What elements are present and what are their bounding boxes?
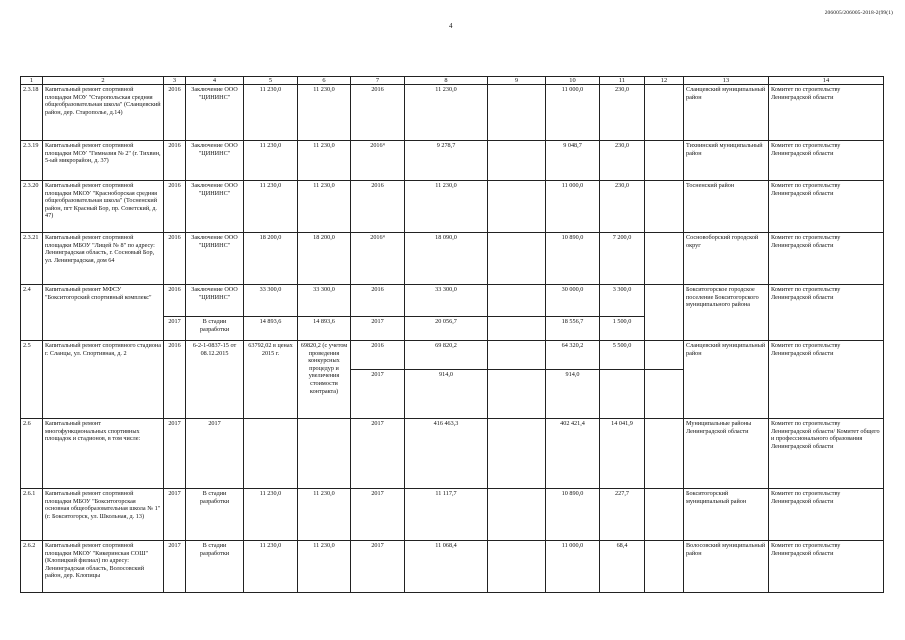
gov-cell: Комитет по строительству Ленинградской области — [769, 489, 884, 541]
finance-year-2016: 2016 — [371, 342, 384, 349]
cost-limit-cell: 69820,2 (с учетом проведения конкурсных процедур и увеличения стоимости контракта) — [298, 341, 351, 419]
year-cell: 2016 — [164, 233, 186, 285]
table-row — [21, 141, 884, 181]
regional-cell: 10 890,0 — [546, 233, 600, 285]
finance-year-cell: 2017 — [351, 317, 405, 341]
cost-limit-cell: 33 300,0 — [298, 285, 351, 317]
row-number: 2.6 — [21, 419, 43, 489]
federal-cell — [488, 419, 546, 489]
cost-total-cell: 11 230,0 — [244, 181, 298, 233]
row-number: 2.6.1 — [21, 489, 43, 541]
cost-total-cell: 11 230,0 — [244, 541, 298, 593]
finance-year-cell: 2016 — [351, 181, 405, 233]
other-cell — [645, 85, 684, 141]
object-name: Капитальный ремонт МФСУ "Бокситогорский спортивный комплекс" — [43, 285, 164, 341]
finance-total-cell: 33 300,0 — [405, 285, 488, 317]
finance-total-cell: 11 230,0 — [405, 181, 488, 233]
program-table — [20, 76, 884, 593]
finance-year-cell: 2017 — [351, 541, 405, 593]
municipal-cell: 227,7 — [600, 489, 645, 541]
customer-cell: Сланцевский муниципальный район — [684, 341, 769, 419]
other-cell — [645, 341, 684, 419]
federal-cell — [488, 181, 546, 233]
object-name: Капитальный ремонт спортивной площадки МБОУ "Лицей № 8" по адресу: Ленинградская область, г. Сосновый Бор, ул. Ленинградская, дом 64 — [43, 233, 164, 285]
municipal-cell: 230,0 — [600, 181, 645, 233]
customer-cell: Сосновоборский городской округ — [684, 233, 769, 285]
header-cell: 14 — [769, 77, 884, 85]
row-number: 2.3.18 — [21, 85, 43, 141]
year-cell: 2016 — [164, 285, 186, 317]
header-cell: 12 — [645, 77, 684, 85]
status-cell: В стадии разработки — [186, 541, 244, 593]
cost-limit-cell: 11 230,0 — [298, 141, 351, 181]
status-cell: Заключение ООО "ЦИНИНС" — [186, 285, 244, 317]
finance-total-cell: 11 068,4 — [405, 541, 488, 593]
object-name: Капитальный ремонт спортивной площадки МОУ "Старопольская средняя общеобразовательная школа" (Сланцевский район, дер. Старополье, д.14) — [43, 85, 164, 141]
customer-cell: Муниципальные районы Ленинградской области — [684, 419, 769, 489]
object-name: Капитальный ремонт спортивного стадиона г. Сланцы, ул. Спортивная, д. 2 — [43, 341, 164, 419]
finance-year-2017: 2017 — [351, 369, 404, 379]
finance-total-cell: 20 056,7 — [405, 317, 488, 341]
federal-cell — [488, 541, 546, 593]
document-code: 206005/206005-2018-2(99(1) — [824, 10, 893, 16]
cost-total-cell: 14 893,6 — [244, 317, 298, 341]
finance-year-cell: 2017 — [351, 419, 405, 489]
status-cell: Заключение ООО "ЦИНИНС" — [186, 85, 244, 141]
regional-cell: 11 000,0 — [546, 85, 600, 141]
finance-total-cell: 11 230,0 — [405, 85, 488, 141]
federal-2017 — [488, 369, 545, 379]
gov-cell: Комитет по строительству Ленинградской области — [769, 233, 884, 285]
customer-cell: Бокситогорское городское поселение Бокситогорского муниципального района — [684, 285, 769, 341]
header-cell: 10 — [546, 77, 600, 85]
row-number: 2.3.20 — [21, 181, 43, 233]
regional-cell: 30 000,0 — [546, 285, 600, 317]
municipal-cell: 3 300,0 — [600, 285, 645, 317]
status-cell: Заключение ООО "ЦИНИНС" — [186, 141, 244, 181]
federal-cell — [488, 489, 546, 541]
status-cell: Заключение ООО "ЦИНИНС" — [186, 181, 244, 233]
other-cell — [645, 141, 684, 181]
year-cell: 2016 — [164, 181, 186, 233]
table-row — [21, 181, 884, 233]
municipal-2016: 5 500,0 — [612, 342, 632, 349]
cost-total-cell: 63792,02 в ценах 2015 г. — [244, 341, 298, 419]
finance-year-cell: 2017 — [351, 489, 405, 541]
other-cell — [645, 541, 684, 593]
cost-limit-cell — [298, 419, 351, 489]
regional-2017: 914,0 — [546, 369, 599, 379]
table-row — [21, 541, 884, 593]
finance-year-cell: 2016⁴ — [351, 233, 405, 285]
other-2016 — [647, 342, 681, 368]
header-cell: 3 — [164, 77, 186, 85]
federal-2016 — [490, 342, 543, 368]
header-cell: 13 — [684, 77, 769, 85]
cost-limit-cell: 18 200,0 — [298, 233, 351, 285]
year-cell: 2017 — [164, 541, 186, 593]
table-row — [21, 233, 884, 285]
row-number: 2.3.19 — [21, 141, 43, 181]
municipal-cell: 230,0 — [600, 85, 645, 141]
finance-total-2016: 69 820,2 — [435, 342, 457, 349]
other-cell — [645, 419, 684, 489]
municipal-cell: 1 500,0 — [600, 317, 645, 341]
object-name: Капитальный ремонт спортивной площадки МБОУ "Бокситогорская основная общеобразовательная школа № 1" (г. Бокситогорск, ул. Школьная, д. 13) — [43, 489, 164, 541]
gov-cell: Комитет по строительству Ленинградской области/ Комитет общего и профессионального образования Ленинградской области — [769, 419, 884, 489]
header-cell: 9 — [488, 77, 546, 85]
status-cell: В стадии разработки — [186, 489, 244, 541]
gov-cell: Комитет по строительству Ленинградской области — [769, 181, 884, 233]
federal-cell — [488, 341, 546, 419]
other-2017 — [645, 369, 683, 379]
year-cell: 2017 — [164, 419, 186, 489]
status-cell: 2017 — [186, 419, 244, 489]
federal-cell — [488, 233, 546, 285]
finance-total-cell — [405, 341, 488, 419]
municipal-cell: 7 200,0 — [600, 233, 645, 285]
cost-total-cell: 33 300,0 — [244, 285, 298, 317]
table-row — [21, 85, 884, 141]
row-number: 2.4 — [21, 285, 43, 341]
status-cell: В стадии разработки — [186, 317, 244, 341]
year-cell: 2016 — [164, 341, 186, 419]
federal-cell — [488, 317, 546, 341]
regional-cell: 402 421,4 — [546, 419, 600, 489]
status-cell: 6-2-1-0837-15 от 08.12.2015 — [186, 341, 244, 419]
regional-cell: 10 890,0 — [546, 489, 600, 541]
table-row — [21, 419, 884, 489]
row-number: 2.6.2 — [21, 541, 43, 593]
gov-cell: Комитет по строительству Ленинградской области — [769, 85, 884, 141]
gov-cell: Комитет по строительству Ленинградской области — [769, 541, 884, 593]
federal-cell — [488, 85, 546, 141]
customer-cell: Тихвинский муниципальный район — [684, 141, 769, 181]
object-name: Капитальный ремонт спортивной площадки МКОУ "Кикеринская СОШ" (Клопицкий филиал) по адресу: Ленинградская область, Волосовский район, дер. Клопицы — [43, 541, 164, 593]
cost-limit-cell: 11 230,0 — [298, 541, 351, 593]
cost-limit-cell: 11 230,0 — [298, 181, 351, 233]
header-cell: 1 — [21, 77, 43, 85]
finance-total-cell: 416 463,3 — [405, 419, 488, 489]
other-cell — [645, 181, 684, 233]
finance-year-cell: 2016 — [351, 85, 405, 141]
gov-cell: Комитет по строительству Ленинградской области — [769, 285, 884, 341]
cost-total-cell: 11 230,0 — [244, 489, 298, 541]
page-number: 4 — [449, 22, 453, 30]
customer-cell: Тосненский район — [684, 181, 769, 233]
customer-cell: Волосовский муниципальный район — [684, 541, 769, 593]
regional-cell: 11 000,0 — [546, 181, 600, 233]
federal-cell — [488, 141, 546, 181]
year-cell: 2017 — [164, 489, 186, 541]
year-cell: 2016 — [164, 141, 186, 181]
municipal-2017 — [600, 369, 644, 379]
cost-total-cell: 11 230,0 — [244, 141, 298, 181]
other-cell — [645, 285, 684, 341]
finance-total-cell: 9 278,7 — [405, 141, 488, 181]
regional-cell: 11 000,0 — [546, 541, 600, 593]
customer-cell: Сланцевский муниципальный район — [684, 85, 769, 141]
gov-cell: Комитет по строительству Ленинградской области — [769, 141, 884, 181]
cost-limit-cell: 11 230,0 — [298, 489, 351, 541]
municipal-cell: 14 041,9 — [600, 419, 645, 489]
cost-total-cell: 11 230,0 — [244, 85, 298, 141]
gov-cell: Комитет по строительству Ленинградской области — [769, 341, 884, 419]
table-row — [21, 285, 884, 317]
cost-limit-cell: 11 230,0 — [298, 85, 351, 141]
finance-total-cell: 11 117,7 — [405, 489, 488, 541]
finance-total-2017: 914,0 — [405, 369, 487, 379]
object-name: Капитальный ремонт спортивной площадки МОУ "Гимназия № 2" (г. Тихвин, 5-ый микрорайон, д. 37) — [43, 141, 164, 181]
other-cell — [645, 233, 684, 285]
year-cell: 2017 — [164, 317, 186, 341]
cost-total-cell: 18 200,0 — [244, 233, 298, 285]
header-cell: 5 — [244, 77, 298, 85]
finance-total-cell: 18 090,0 — [405, 233, 488, 285]
header-cell: 6 — [298, 77, 351, 85]
header-cell: 8 — [405, 77, 488, 85]
status-cell: Заключение ООО "ЦИНИНС" — [186, 233, 244, 285]
cost-limit-cell: 14 893,6 — [298, 317, 351, 341]
header-row — [21, 77, 884, 85]
header-cell: 7 — [351, 77, 405, 85]
table-row — [21, 489, 884, 541]
table-row — [21, 341, 884, 419]
regional-2016: 64 320,2 — [561, 342, 584, 349]
municipal-cell: 68,4 — [600, 541, 645, 593]
other-cell — [645, 489, 684, 541]
customer-cell: Бокситогорский муниципальный район — [684, 489, 769, 541]
regional-cell: 9 048,7 — [546, 141, 600, 181]
header-cell: 2 — [43, 77, 164, 85]
regional-cell — [546, 341, 600, 419]
finance-year-cell: 2016 — [351, 285, 405, 317]
row-number: 2.3.21 — [21, 233, 43, 285]
row-number: 2.5 — [21, 341, 43, 419]
object-name: Капитальный ремонт многофункциональных спортивных площадок и стадионов, в том числе: — [43, 419, 164, 489]
finance-year-cell: 2016⁴ — [351, 141, 405, 181]
municipal-cell — [600, 341, 645, 419]
municipal-cell: 230,0 — [600, 141, 645, 181]
header-cell: 4 — [186, 77, 244, 85]
cost-total-cell — [244, 419, 298, 489]
federal-cell — [488, 285, 546, 317]
regional-cell: 18 556,7 — [546, 317, 600, 341]
object-name: Капитальный ремонт спортивной площадки МКОУ "Красноборская средняя общеобразовательная школа" (Тосненский район, пгт Красный Бор, пр. Советский, д. 47) — [43, 181, 164, 233]
header-cell: 11 — [600, 77, 645, 85]
finance-year-cell — [351, 341, 405, 419]
year-cell: 2016 — [164, 85, 186, 141]
